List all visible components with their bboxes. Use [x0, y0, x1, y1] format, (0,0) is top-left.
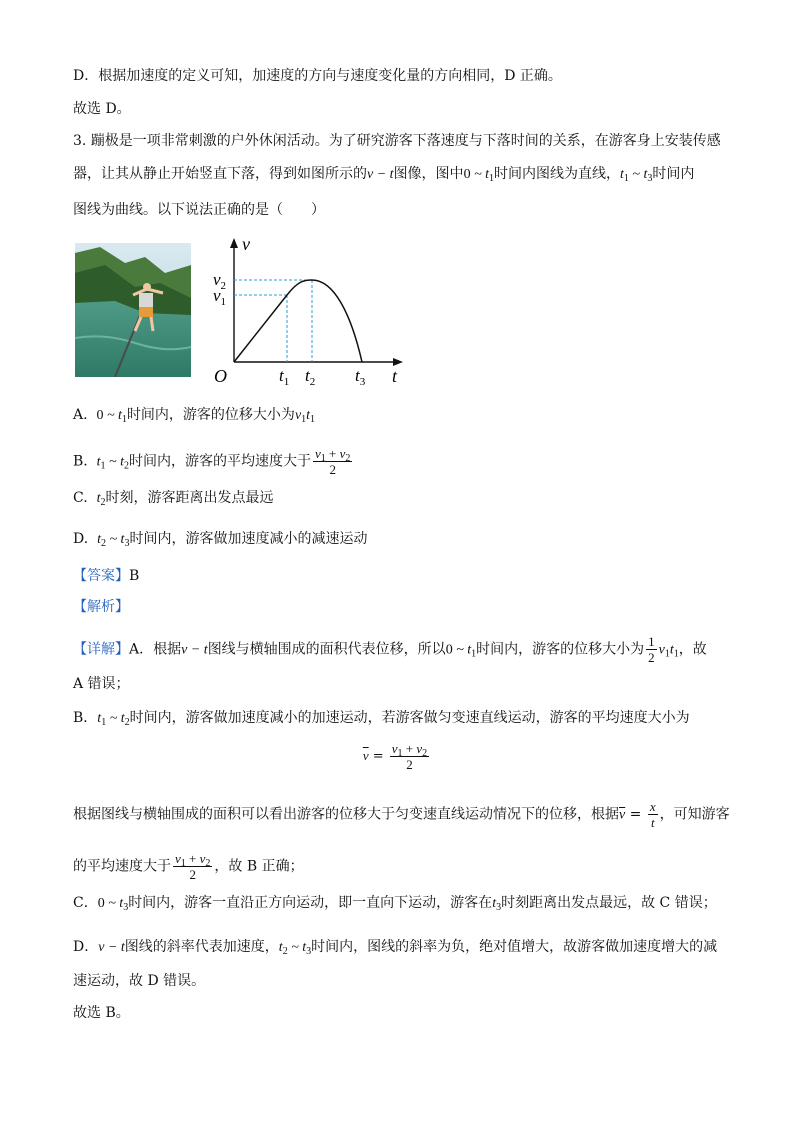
question-3-line-2: 器，让其从静止开始竖直下落，得到如图所示的v − t图像，图中0 ~ $t_1$时间内图线为直线，$t_1$ ~ $t_3$时间内: [73, 166, 695, 184]
velocity-curve: [234, 280, 362, 362]
v-axis-arrow-icon: [230, 238, 238, 248]
v-axis-label: v: [242, 234, 250, 254]
detail-b-line-2: 根据图线与横轴围成的面积可以看出游客的位移大于匀变速直线运动情况下的位移，根据$\overline{v}$ = $\frac{x}{t}$ ，可知游客: [73, 799, 730, 830]
detail-a-line-2: A 错误；: [73, 676, 130, 692]
option-d[interactable]: D. $t_2$ ~ $t_3$时间内，游客做加速度减小的减速运动: [73, 531, 368, 549]
detail-a-line-1: 【详解】A．根据v − t图线与横轴围成的面积代表位移，所以0 ~ $t_1$时间内，游客的位移大小为 $\frac{1}{2}$ $v_1t_1$，故: [73, 634, 707, 665]
final-answer-choice: 故选 B。: [73, 1005, 130, 1021]
option-b[interactable]: B. $t_1$ ~ $t_2$时间内，游客的平均速度大于 $\frac{v_1 + v_2}{2}$: [73, 446, 351, 477]
bungee-jump-photo: [75, 243, 191, 377]
answer-line: [73, 566, 139, 586]
t-axis-arrow-icon: [393, 358, 403, 366]
v1-label: $v_1$: [213, 286, 227, 308]
half-fraction: $\frac{1}{2}$: [648, 634, 655, 665]
answer-value: B: [129, 568, 140, 584]
analysis-label: 【解析】: [73, 599, 129, 615]
origin-label: O: [214, 366, 227, 386]
question-3-line-1: 3. 蹦极是一项非常刺激的户外休闲活动。为了研究游客下落速度与下落时间的关系，在游客身上安装传感: [73, 133, 721, 149]
detail-b-line-3: 的平均速度大于 $\frac{v_1 + v_2}{2}$ ，故 B 正确；: [73, 851, 304, 882]
question-3-line-3: 图线为曲线。以下说法正确的是（ ）: [73, 202, 325, 218]
detail-c-line: C．0 ~ $t_3$时间内，游客一直沿正方向运动，即一直向下运动，游客在$t_3$时刻距离出发点最远，故 C 错误；: [73, 895, 717, 913]
bungee-scene: [75, 243, 191, 377]
option-d-previous-explanation: D．根据加速度的定义可知，加速度的方向与速度变化量的方向相同，D 正确。: [73, 68, 562, 84]
answer-label: 【答案】: [73, 568, 129, 584]
option-a[interactable]: A. 0 ~ $t_1$时间内，游客的位移大小为$v_1t_1$: [73, 407, 316, 425]
option-b-fraction: $\frac{v_1 + v_2}{2}$: [315, 446, 351, 477]
v2-label: $v_2$: [213, 270, 227, 292]
v-t-graph: [206, 234, 406, 386]
detail-d-line-1: D．v − t图线的斜率代表加速度，$t_2$ ~ $t_3$时间内，图线的斜率为负，绝对值增大，故游客做加速度增大的减: [73, 939, 718, 957]
vt-symbol: v − t: [367, 167, 394, 182]
option-c[interactable]: C. $t_2$时刻，游客距离出发点最远: [73, 490, 274, 508]
t1-label: $t_1$: [279, 366, 290, 386]
detail-b-line-1: B．$t_1$ ~ $t_2$时间内，游客做加速度减小的加速运动，若游客做匀变速直线运动，游客的平均速度大小为: [73, 710, 690, 728]
t3-label: $t_3$: [355, 366, 366, 386]
average-velocity-formula: $\overline{v}$ = $\frac{v_1 + v_2}{2}$: [362, 741, 428, 772]
detail-d-line-2: 速运动，故 D 错误。: [73, 973, 206, 989]
t2-label: $t_2$: [305, 366, 316, 386]
t-axis-label: t: [392, 366, 398, 386]
previous-answer-choice: 故选 D。: [73, 101, 131, 117]
